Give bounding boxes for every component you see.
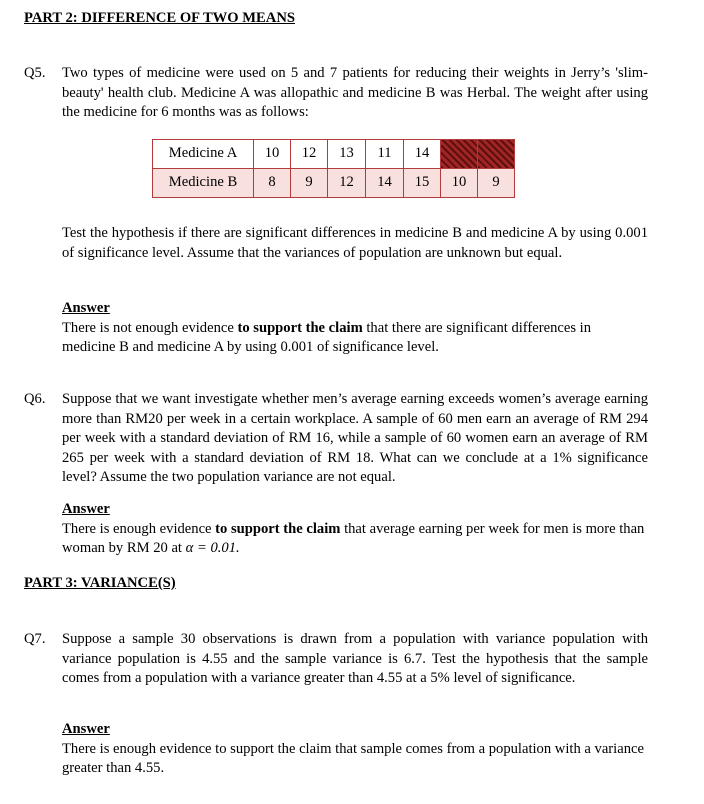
- q5-text: Two types of medicine were used on 5 and 7 patients for reducing their weights in Jerry’s 'slim-beauty' health club. Medicine A was allopathic and medicine B was Herbal. The weight after using the medicine for 6 months was as follows:: [62, 65, 648, 120]
- q5-answer-post: that there are significant differences in medicine B and medicine A by using 0.001 of significance level.: [62, 319, 591, 355]
- table-cell: 10: [441, 169, 478, 198]
- q7-answer-label: Answer: [62, 721, 110, 737]
- q6-text: Suppose that we want investigate whether men’s average earning exceeds women’s average earning more than RM20 per week in a certain workplace. A sample of 60 men earn an average of RM 294 per week with a standard deviation of RM 16, while a sample of 60 women earn an average of RM 265 per week with a standard deviation of RM 18. What can we conclude at a 1% significance level? Assume the two population variance are not equal.: [62, 391, 648, 485]
- q5-question-text: [62, 64, 648, 123]
- q6-number: Q6.: [24, 391, 46, 407]
- q6-question-text: [62, 390, 648, 488]
- table-cell: 12: [291, 140, 328, 169]
- q7-answer-text: There is enough evidence to support the claim that sample comes from a population with a variance greater than 4.55.: [62, 740, 644, 776]
- q6-answer-post: that average earning per week for men is more than woman by RM 20 at: [62, 520, 645, 556]
- table-cell: 14: [366, 169, 404, 198]
- q5-answer-block: [62, 299, 648, 358]
- q6-answer-bold: to support the claim: [215, 520, 341, 537]
- q7-text: Suppose a sample 30 observations is drawn from a population with variance population with variance population is 4.55 and the sample variance is 6.7. Test the hypothesis that the sample comes from a population with a variance greater than 4.55 at a 5% level of significance.: [62, 631, 648, 686]
- q5-prompt-block: [62, 224, 648, 263]
- q5-answer-label: Answer: [62, 300, 110, 316]
- q6-answer-alpha: α = 0.01.: [185, 540, 240, 556]
- q7-number: Q7.: [24, 631, 46, 647]
- table-cell: 10: [254, 140, 291, 169]
- table-cell: 12: [328, 169, 366, 198]
- table-cell-empty-hatched: [478, 140, 515, 169]
- q7-answer-block: [62, 720, 648, 779]
- table-row-medicine-a: [153, 140, 515, 169]
- q5-number: Q5.: [24, 65, 46, 81]
- part3-heading: PART 3: VARIANCE(S): [24, 575, 176, 591]
- table-cell: 14: [404, 140, 441, 169]
- medicine-table: [152, 139, 515, 198]
- table-cell: 9: [478, 169, 515, 198]
- q6-answer-pre: There is enough evidence: [62, 520, 216, 537]
- q6-answer-block: [62, 500, 648, 559]
- q5-prompt: Test the hypothesis if there are significant differences in medicine B and medicine A by using 0.001 of significance level. Assume that the variances of population are unknown but equal.: [62, 225, 648, 261]
- row-label-medicine-b: Medicine B: [153, 169, 254, 198]
- table-cell: 11: [366, 140, 404, 169]
- table-cell-empty-hatched: [441, 140, 478, 169]
- q5-answer-bold: to support the claim: [237, 319, 363, 336]
- q7-question-text: [62, 630, 648, 689]
- q6-answer-text: [62, 520, 648, 559]
- table-cell: 9: [291, 169, 328, 198]
- row-label-medicine-a: Medicine A: [153, 140, 254, 169]
- table-row-medicine-b: [153, 169, 515, 198]
- q5-answer-text: [62, 319, 648, 358]
- q5-answer-pre: There is not enough evidence: [62, 319, 238, 336]
- table-cell: 13: [328, 140, 366, 169]
- table-cell: 8: [254, 169, 291, 198]
- table-cell: 15: [404, 169, 441, 198]
- q6-answer-label: Answer: [62, 501, 110, 517]
- part2-heading: PART 2: DIFFERENCE OF TWO MEANS: [24, 10, 295, 26]
